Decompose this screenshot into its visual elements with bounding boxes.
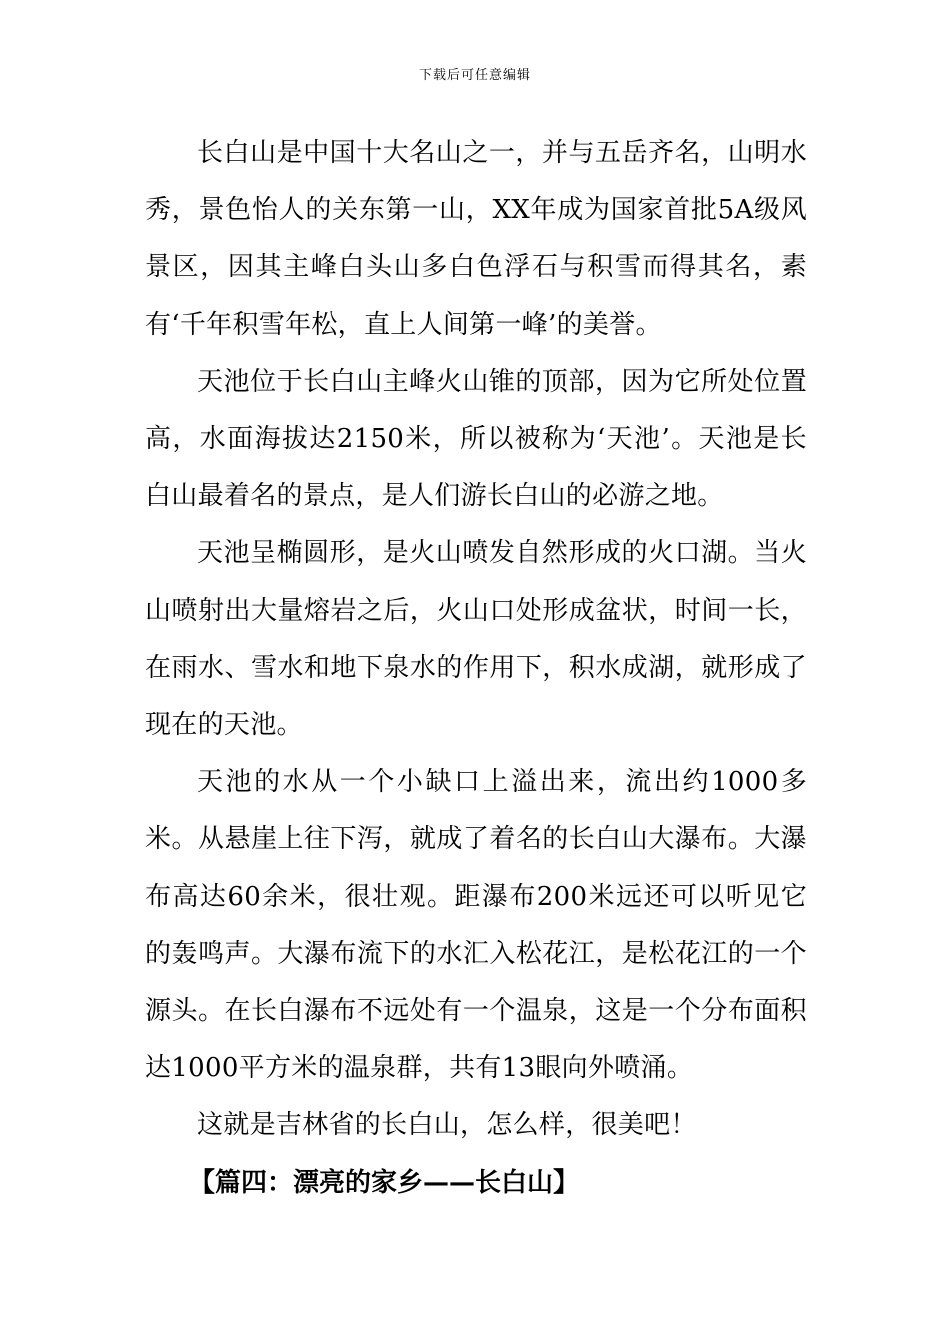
paragraph-2: 天池位于长白山主峰火山锥的顶部，因为它所处位置高，水面海拔达2150米，所以被称为‘天池’。天池是长白山最着名的景点，是人们游长白山的必游之地。 xyxy=(145,366,807,512)
paragraph-4: 天池的水从一个小缺口上溢出来，流出约1000多米。从悬崖上往下泻，就成了着名的长白山大瀑布。大瀑布高达60余米，很壮观。距瀑布200米远还可以听见它的轰鸣声。大瀑布流下的水汇入松花江，是松花江的一个源头。在长白瀑布不远处有一个温泉，这是一个分布面积达1000平方米的温泉群，共有13眼向外喷涌。 xyxy=(145,767,807,1084)
paragraph-3: 天池呈椭圆形，是火山喷发自然形成的火口湖。当火山喷射出大量熔岩之后，火山口处形成盆状，时间一长，在雨水、雪水和地下泉水的作用下，积水成湖，就形成了现在的天池。 xyxy=(145,538,807,741)
section-heading: 【篇四：漂亮的家乡——长白山】 xyxy=(189,1167,580,1198)
document-body xyxy=(145,125,807,1212)
header-note: 下载后可任意编辑 xyxy=(418,68,531,83)
paragraph-1: 长白山是中国十大名山之一，并与五岳齐名，山明水秀，景色怡人的关东第一山，XX年成为国家首批5A级风景区，因其主峰白头山多白色浮石与积雪而得其名，素有‘千年积雪年松，直上人间第一峰’的美誉。 xyxy=(145,138,807,340)
paragraph-5: 这就是吉林省的长白山，怎么样，很美吧！ xyxy=(197,1110,697,1141)
